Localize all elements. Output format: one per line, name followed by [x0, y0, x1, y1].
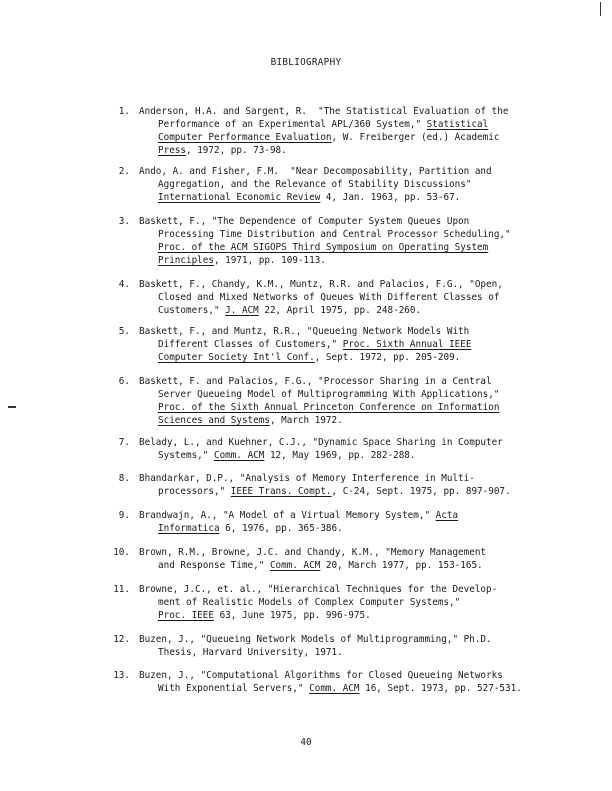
bibliography-entry	[104, 669, 544, 695]
citation-text: Server Queueing Model of Multiprogramming With Applications,"	[158, 389, 500, 400]
entry-line	[158, 304, 421, 317]
scan-mark	[600, 2, 601, 16]
entry-number: 7.	[118, 437, 130, 448]
entry-line	[158, 228, 511, 241]
citation-text: Ando, A. and Fisher, F.M. "Near Decomposability, Partition and	[139, 166, 492, 177]
page-title: BIBLIOGRAPHY	[270, 57, 342, 68]
citation-text: 20, March 1977, pp. 153-165.	[320, 560, 483, 571]
citation-source: Principles	[158, 255, 214, 266]
citation-text: Browne, J.C., et. al., "Hierarchical Techniques for the Develop-	[139, 584, 498, 595]
entry-line	[158, 131, 499, 144]
citation-text: 12, May 1969, pp. 282-288.	[264, 450, 416, 461]
citation-source: Computer Society Int'l Conf.	[158, 352, 315, 363]
bibliography-entry	[104, 165, 544, 204]
entry-number: 3.	[118, 216, 130, 227]
entry-line	[158, 291, 499, 304]
entry-line	[158, 485, 511, 498]
citation-text: Systems,"	[158, 450, 214, 461]
citation-source: Computer Performance Evaluation	[158, 132, 332, 143]
citation-source: Comm. ACM	[213, 450, 265, 461]
citation-text: , C-24, Sept. 1975, pp. 897-907.	[331, 486, 511, 497]
citation-source: Proc. IEEE	[158, 610, 214, 621]
citation-text: Performance of an Experimental APL/360 System,"	[158, 119, 427, 130]
entry-number: 1.	[118, 106, 130, 117]
entry-line	[139, 472, 475, 485]
citation-source: Proc. of the Sixth Annual Princeton Conference on Information	[158, 402, 500, 413]
citation-source: Statistical	[426, 119, 489, 130]
entry-line	[139, 105, 508, 118]
citation-source: IEEE Trans. Compt.	[230, 486, 332, 497]
citation-text: Processing Time Distribution and Central Processor Scheduling,"	[158, 229, 511, 240]
entry-line	[139, 509, 458, 522]
entry-line	[158, 414, 343, 427]
citation-source: Comm. ACM	[269, 560, 321, 571]
citation-text: With Exponential Servers,"	[158, 683, 310, 694]
entry-line	[158, 191, 460, 204]
entry-line	[158, 388, 499, 401]
bibliography-entry	[104, 509, 544, 535]
citation-text: Baskett, F. and Palacios, F.G., "Processor Sharing in a Central	[139, 376, 492, 387]
entry-line	[158, 144, 287, 157]
bibliography-entry	[104, 472, 544, 498]
citation-source: J. ACM	[225, 305, 259, 316]
citation-text: processors,"	[158, 486, 231, 497]
citation-text: , Sept. 1972, pp. 205-209.	[314, 352, 461, 363]
citation-source: Sciences and Systems	[158, 415, 270, 426]
entry-line	[158, 522, 343, 535]
citation-source: Proc. Sixth Annual IEEE	[342, 339, 472, 350]
citation-text: Buzen, J., "Computational Algorithms for Closed Queueing Networks	[139, 670, 503, 681]
entry-line	[158, 241, 488, 254]
citation-source: Comm. ACM	[309, 683, 360, 694]
entry-number: 5.	[118, 326, 130, 337]
entry-number: 4.	[118, 279, 130, 290]
entry-line	[158, 351, 460, 364]
entry-line	[158, 646, 343, 659]
citation-text: Baskett, F., and Muntz, R.R., "Queueing Network Models With	[139, 326, 470, 337]
citation-text: Thesis, Harvard University, 1971.	[158, 647, 343, 658]
bibliography-entry	[104, 546, 544, 572]
scan-mark	[8, 406, 16, 408]
citation-text: Customers,"	[158, 305, 226, 316]
citation-text: Closed and Mixed Networks of Queues With Different Classes of	[158, 292, 500, 303]
citation-source: Press	[158, 145, 186, 156]
citation-text: Baskett, F., "The Dependence of Computer System Queues Upon	[139, 216, 470, 227]
citation-text: 22, April 1975, pp. 248-260.	[258, 305, 422, 316]
entry-line	[139, 325, 469, 338]
entry-line	[139, 375, 492, 388]
entry-number: 8.	[118, 473, 130, 484]
citation-text: Brown, R.M., Browne, J.C. and Chandy, K.M., "Memory Management	[139, 547, 487, 558]
entry-number: 13.	[113, 670, 130, 681]
entry-line	[139, 436, 503, 449]
entry-number: 2.	[118, 166, 130, 177]
citation-source: International Economic Review	[158, 192, 321, 203]
bibliography-entry	[104, 633, 544, 659]
entry-line	[139, 669, 503, 682]
entry-line	[158, 559, 483, 572]
entry-line	[158, 449, 415, 462]
citation-text: 16, Sept. 1973, pp. 527-531.	[359, 683, 522, 694]
citation-text: and Response Time,"	[158, 560, 270, 571]
citation-text: , W. Freiberger (ed.) Academic	[331, 132, 500, 143]
entry-number: 11.	[113, 584, 130, 595]
citation-text: Buzen, J., "Queueing Network Models of Multiprogramming," Ph.D.	[139, 634, 492, 645]
bibliography-entry	[104, 325, 544, 364]
entry-line	[139, 633, 492, 646]
citation-source: Acta	[435, 510, 459, 521]
citation-text: , 1972, pp. 73-98.	[186, 145, 287, 156]
citation-text: Belady, L., and Kuehner, C.J., "Dynamic Space Sharing in Computer	[139, 437, 503, 448]
entry-line	[139, 278, 503, 291]
citation-text: Different Classes of Customers,"	[158, 339, 343, 350]
citation-text: Bhandarkar, D.P., "Analysis of Memory Interference in Multi-	[139, 473, 475, 484]
entry-line	[158, 178, 471, 191]
citation-text: Baskett, F., Chandy, K.M., Muntz, R.R. and Palacios, F.G., "Open,	[139, 279, 503, 290]
bibliography-entry	[104, 375, 544, 427]
bibliography-entry	[104, 278, 544, 317]
citation-text: 6, 1976, pp. 365-386.	[219, 523, 343, 534]
entry-line	[139, 583, 497, 596]
entry-line	[158, 682, 522, 695]
citation-text: 63, June 1975, pp. 996-975.	[213, 610, 371, 621]
entry-number: 10.	[113, 547, 130, 558]
citation-text: Aggregation, and the Relevance of Stability Discussions"	[158, 179, 472, 190]
citation-text: , 1971, pp. 109-113.	[213, 255, 326, 266]
citation-text: 4, Jan. 1963, pp. 53-67.	[320, 192, 461, 203]
entry-line	[139, 215, 469, 228]
entry-line	[139, 546, 486, 559]
entry-line	[158, 254, 326, 267]
entry-line	[158, 118, 488, 131]
bibliography-entry	[104, 436, 544, 462]
citation-text: , March 1972.	[269, 415, 343, 426]
entry-line	[158, 401, 499, 414]
citation-text: Anderson, H.A. and Sargent, R. "The Statistical Evaluation of the	[139, 106, 509, 117]
entry-line	[158, 596, 460, 609]
bibliography-entry	[104, 215, 544, 267]
entry-number: 9.	[118, 510, 130, 521]
entry-line	[139, 165, 492, 178]
citation-source: Proc. of the ACM SIGOPS Third Symposium on Operating System	[158, 242, 489, 253]
citation-text: ment of Realistic Models of Complex Computer Systems,"	[158, 597, 461, 608]
citation-text: Brandwajn, A., "A Model of a Virtual Memory System,"	[139, 510, 436, 521]
bibliography-entry	[104, 583, 544, 622]
entry-number: 6.	[118, 376, 130, 387]
page-number: 40	[300, 737, 312, 748]
citation-source: Informatica	[158, 523, 220, 534]
entry-number: 12.	[113, 634, 130, 645]
entry-line	[158, 338, 471, 351]
entry-line	[158, 609, 371, 622]
bibliography-entry	[104, 105, 544, 157]
